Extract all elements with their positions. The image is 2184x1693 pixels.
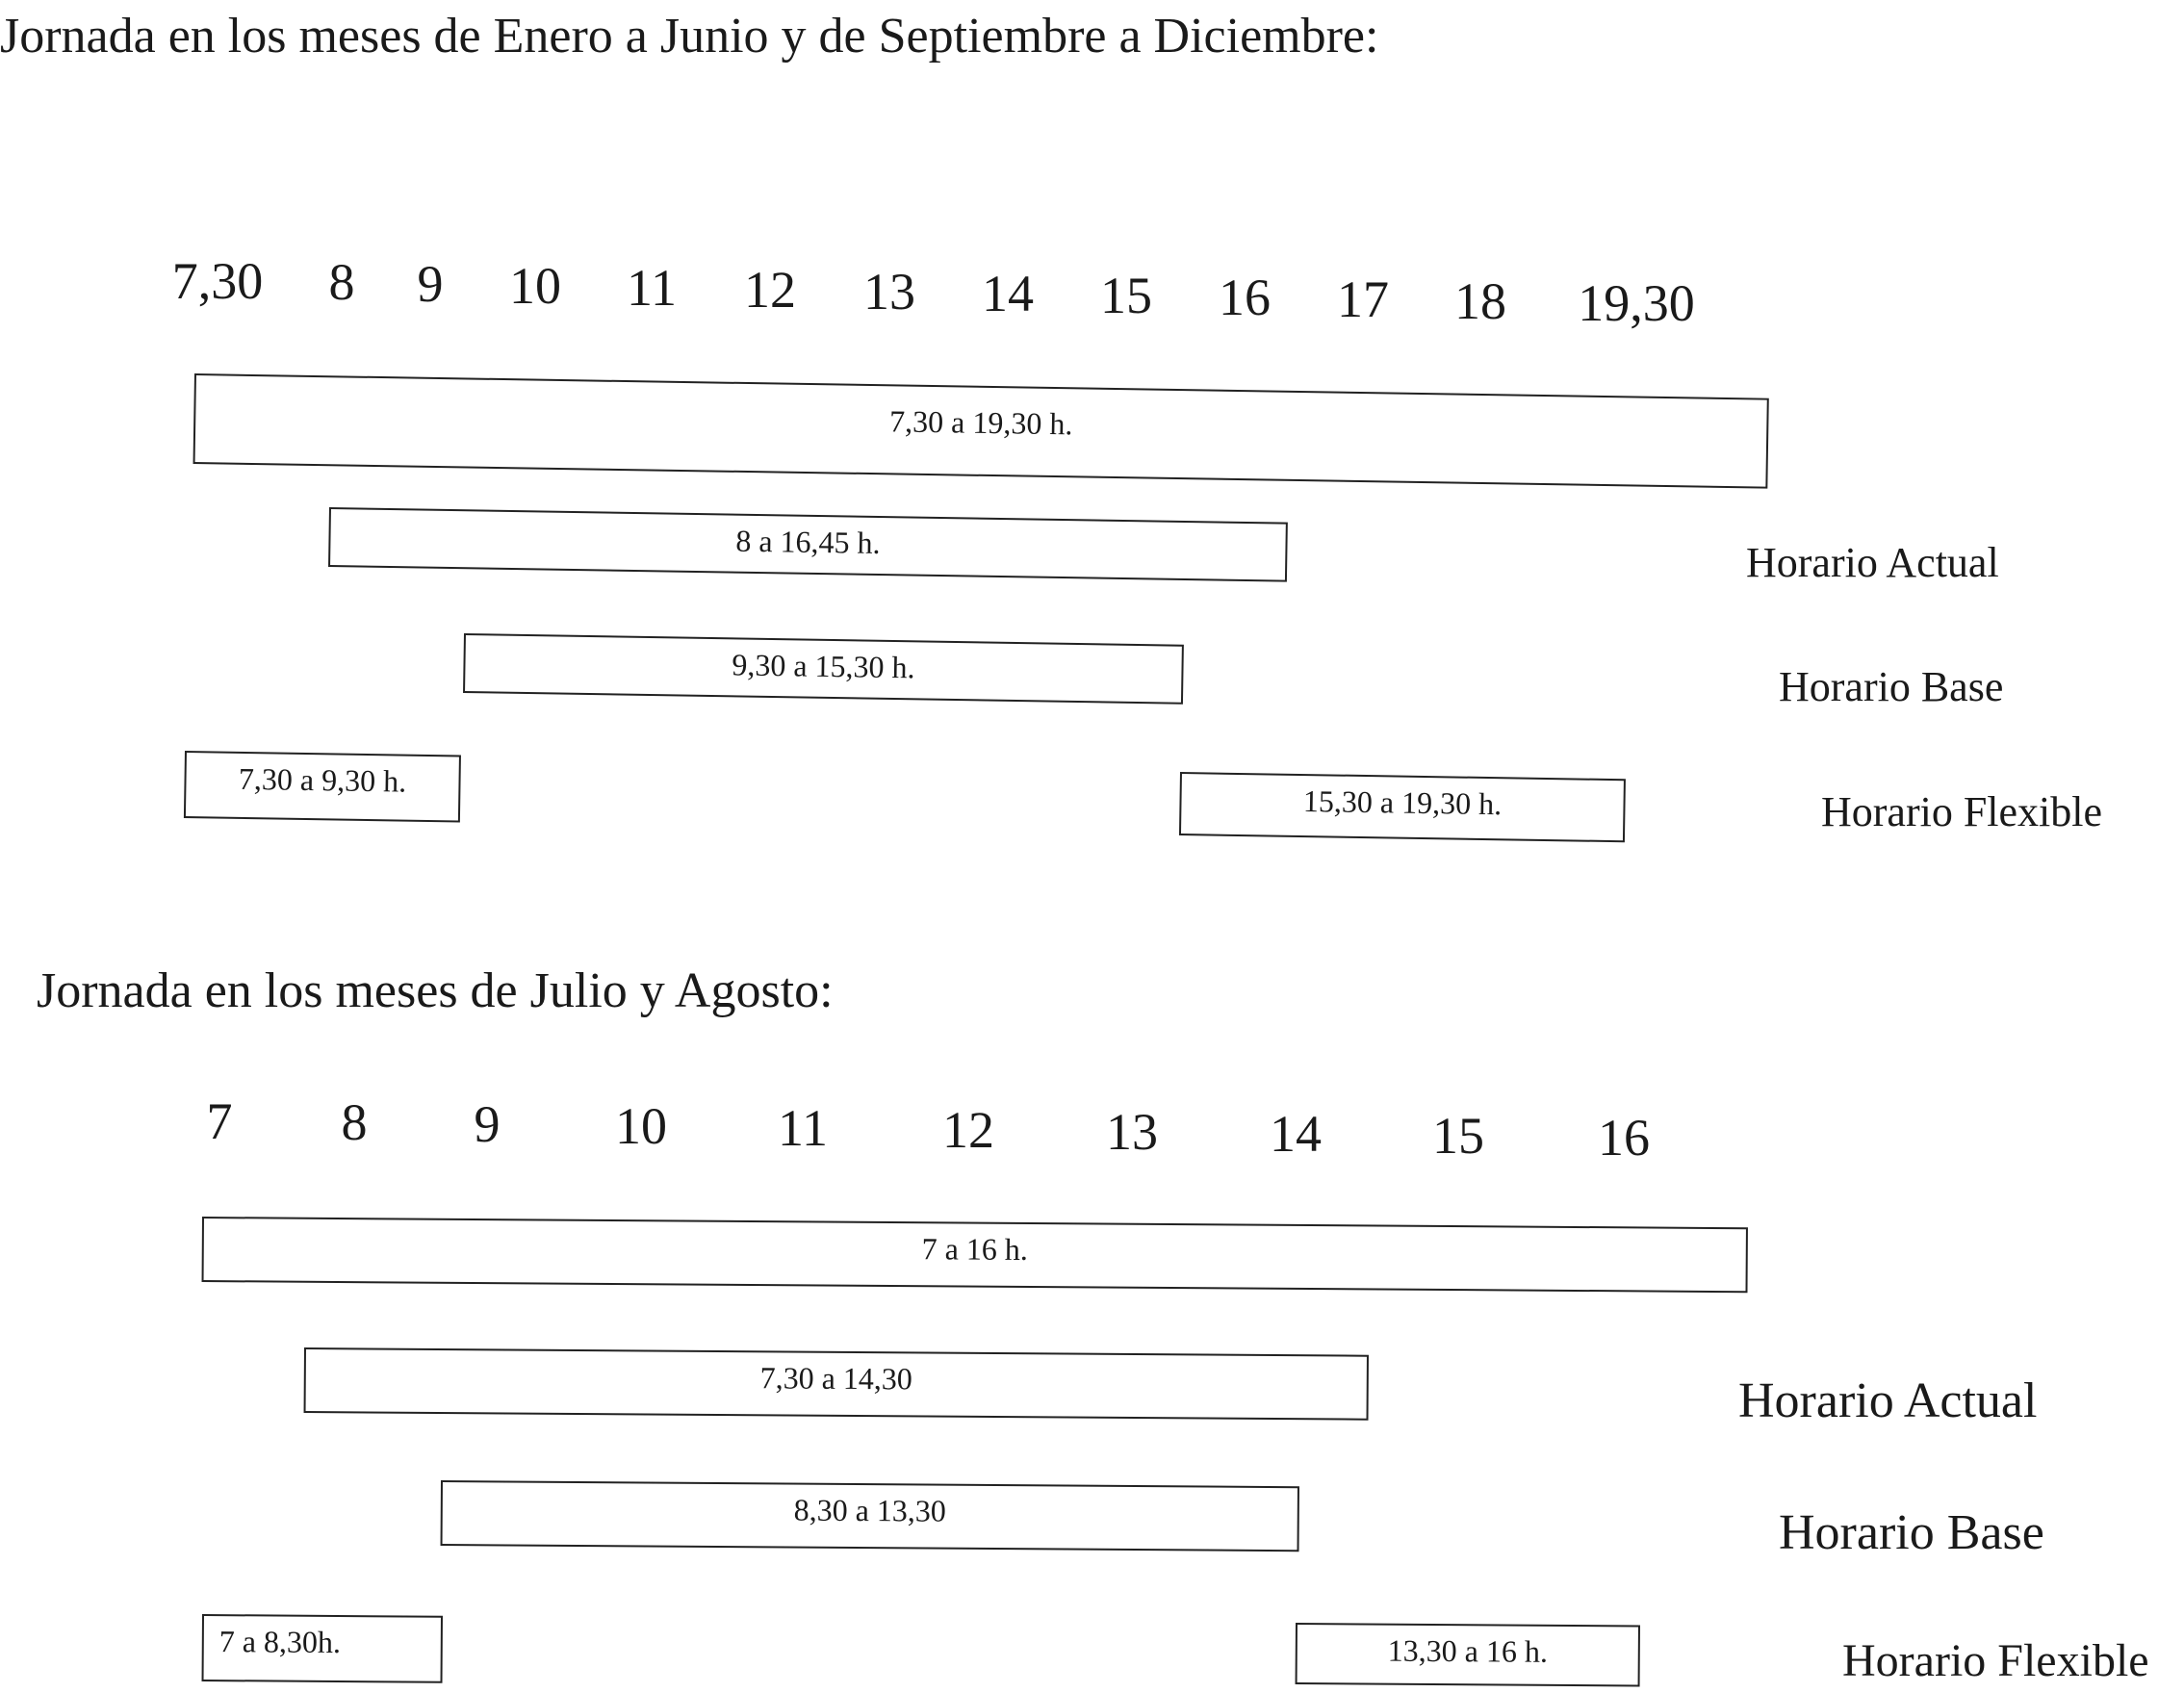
hour-tick: 13 (863, 263, 915, 321)
horario-actual-bar (328, 507, 1288, 582)
bar-label: 7,30 a 14,30 (759, 1360, 913, 1397)
hour-tick: 10 (615, 1097, 667, 1155)
hour-tick: 11 (627, 259, 677, 317)
section-heading: Jornada en los meses de Enero a Junio y de Septiembre a Diciembre: (0, 9, 1379, 64)
hour-tick: 11 (778, 1099, 828, 1157)
bar-label: 15,30 a 19,30 h. (1302, 783, 1503, 822)
hour-tick: 18 (1454, 272, 1506, 330)
hour-tick: 16 (1598, 1109, 1650, 1167)
horario-flexible-afternoon-bar (1296, 1623, 1640, 1686)
hour-tick: 12 (744, 261, 796, 319)
bar-label: 7,30 a 19,30 h. (888, 403, 1073, 442)
horario-base-bar (463, 633, 1184, 705)
hour-tick: 13 (1106, 1103, 1158, 1161)
total-span-bar (193, 373, 1769, 489)
hour-tick: 8 (341, 1093, 368, 1151)
row-label-horario-actual: Horario Actual (1738, 1373, 2038, 1428)
hour-tick: 7 (206, 1092, 233, 1150)
bar-label: 7 a 16 h. (921, 1231, 1029, 1267)
horario-flexible-afternoon-bar (1179, 772, 1626, 842)
bar-label: 13,30 a 16 h. (1387, 1632, 1549, 1669)
hour-tick: 16 (1219, 269, 1271, 326)
hour-tick: 8 (328, 253, 355, 311)
hour-tick: 15 (1100, 267, 1152, 324)
horario-flexible-morning-bar (184, 751, 461, 822)
row-label-horario-flexible: Horario Flexible (1821, 788, 2103, 835)
hour-tick: 7,30 (171, 252, 264, 310)
horario-actual-bar (304, 1347, 1369, 1421)
row-label-horario-base: Horario Base (1779, 663, 2004, 710)
bar-label: 9,30 a 15,30 h. (732, 647, 915, 685)
hour-tick: 14 (982, 265, 1034, 322)
hour-tick: 15 (1432, 1107, 1484, 1165)
section-heading: Jornada en los meses de Julio y Agosto: (37, 963, 834, 1018)
horario-flexible-morning-bar (202, 1614, 443, 1683)
bar-label: 8 a 16,45 h. (735, 523, 881, 560)
hour-tick: 12 (942, 1101, 994, 1159)
horario-base-bar (441, 1480, 1299, 1552)
bar-label: 8,30 a 13,30 (793, 1492, 947, 1528)
bar-label: 7 a 8,30h. (218, 1624, 342, 1660)
hour-tick: 17 (1337, 270, 1389, 328)
bar-label: 7,30 a 9,30 h. (238, 760, 407, 799)
hour-tick: 9 (474, 1095, 501, 1153)
hour-tick: 19,30 (1578, 274, 1695, 332)
hour-tick: 14 (1270, 1105, 1322, 1163)
total-span-bar (202, 1217, 1748, 1293)
row-label-horario-actual: Horario Actual (1746, 539, 1999, 586)
row-label-horario-flexible: Horario Flexible (1842, 1635, 2149, 1686)
row-label-horario-base: Horario Base (1779, 1505, 2044, 1560)
hour-tick: 10 (509, 257, 561, 315)
hour-tick: 9 (417, 255, 444, 313)
